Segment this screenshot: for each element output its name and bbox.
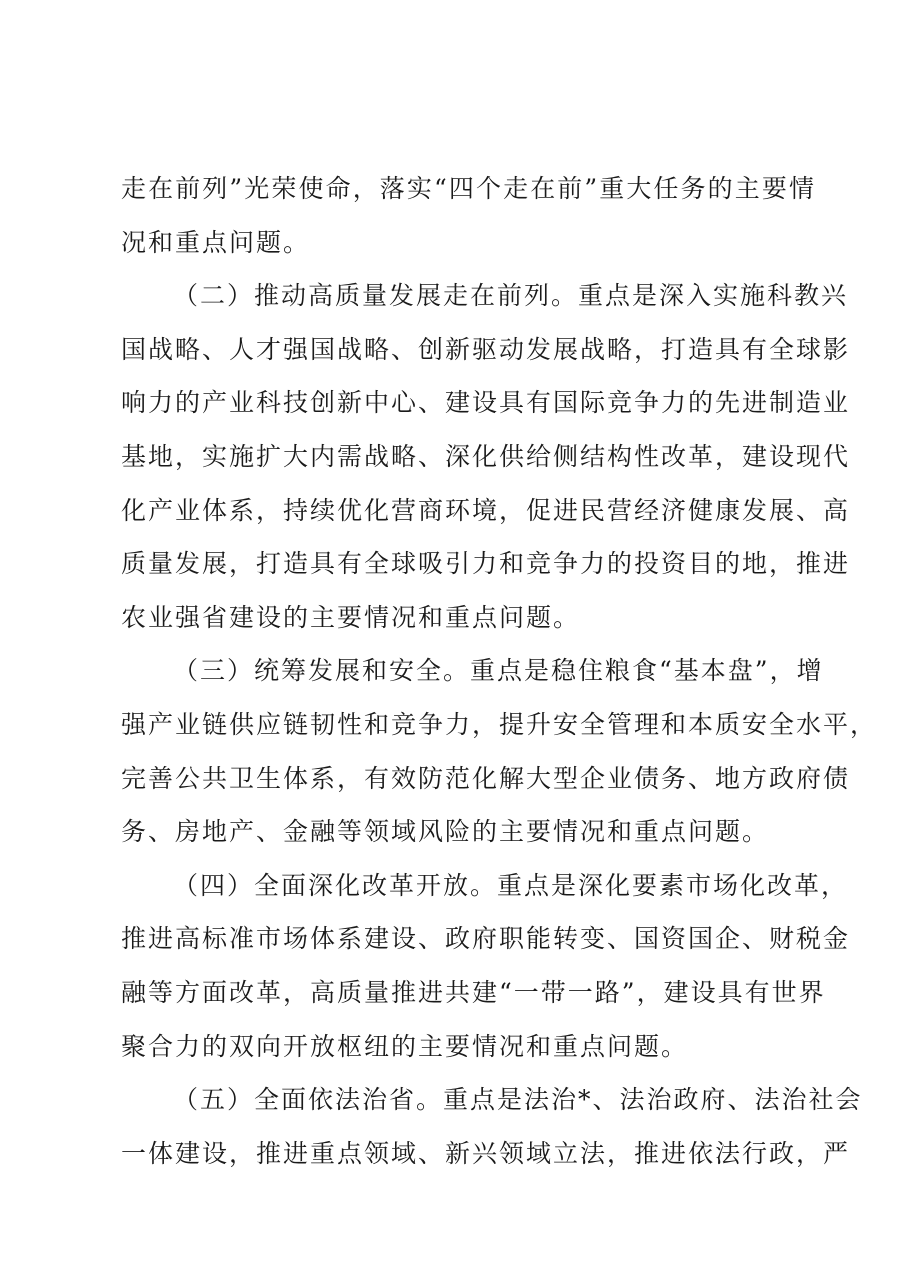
text-line: 响力的产业科技创新中心、建设具有国际竞争力的先进制造业 — [121, 388, 851, 418]
text-line: 质量发展，打造具有全球吸引力和竞争力的投资目的地，推进 — [121, 549, 851, 579]
text-line: 况和重点问题。 — [121, 227, 311, 257]
text-line: 融等方面改革，高质量推进共建“一带一路”，建设具有世界 — [121, 977, 826, 1007]
text-line: 化产业体系，持续优化营商环境，促进民营经济健康发展、高 — [121, 495, 851, 525]
text-line: 走在前列”光荣使命，落实“四个走在前”重大任务的主要情 — [121, 174, 816, 203]
text-line: 一体建设，推进重点领域、新兴领域立法，推进依法行政，严 — [121, 1138, 851, 1168]
text-line: 聚合力的双向开放枢纽的主要情况和重点问题。 — [121, 1031, 689, 1061]
text-line: 农业强省建设的主要情况和重点问题。 — [121, 602, 581, 632]
text-line: 基地，实施扩大内需战略、深化供给侧结构性改革，建设现代 — [121, 441, 851, 471]
paragraph-heading-line: （四）全面深化改革开放。重点是深化要素市场化改革， — [173, 870, 849, 900]
paragraph-heading-line: （三）统筹发展和安全。重点是稳住粮食“基本盘”，增 — [173, 656, 824, 686]
text-line: 完善公共卫生体系，有效防范化解大型企业债务、地方政府债 — [121, 763, 851, 793]
text-line: 强产业链供应链韧性和竞争力，提升安全管理和本质安全水平， — [121, 709, 878, 739]
text-line: 务、房地产、金融等领域风险的主要情况和重点问题。 — [121, 817, 770, 847]
document-body — [121, 162, 878, 1180]
text-line: 推进高标准市场体系建设、政府职能转变、国资国企、财税金 — [121, 924, 851, 954]
paragraph-heading-line: （五）全面依法治省。重点是法治*、法治政府、法治社会 — [173, 1085, 863, 1115]
paragraph-heading-line: （二）推动高质量发展走在前列。重点是深入实施科教兴 — [173, 281, 849, 311]
text-line: 国战略、人才强国战略、创新驱动发展战略，打造具有全球影 — [121, 334, 851, 364]
